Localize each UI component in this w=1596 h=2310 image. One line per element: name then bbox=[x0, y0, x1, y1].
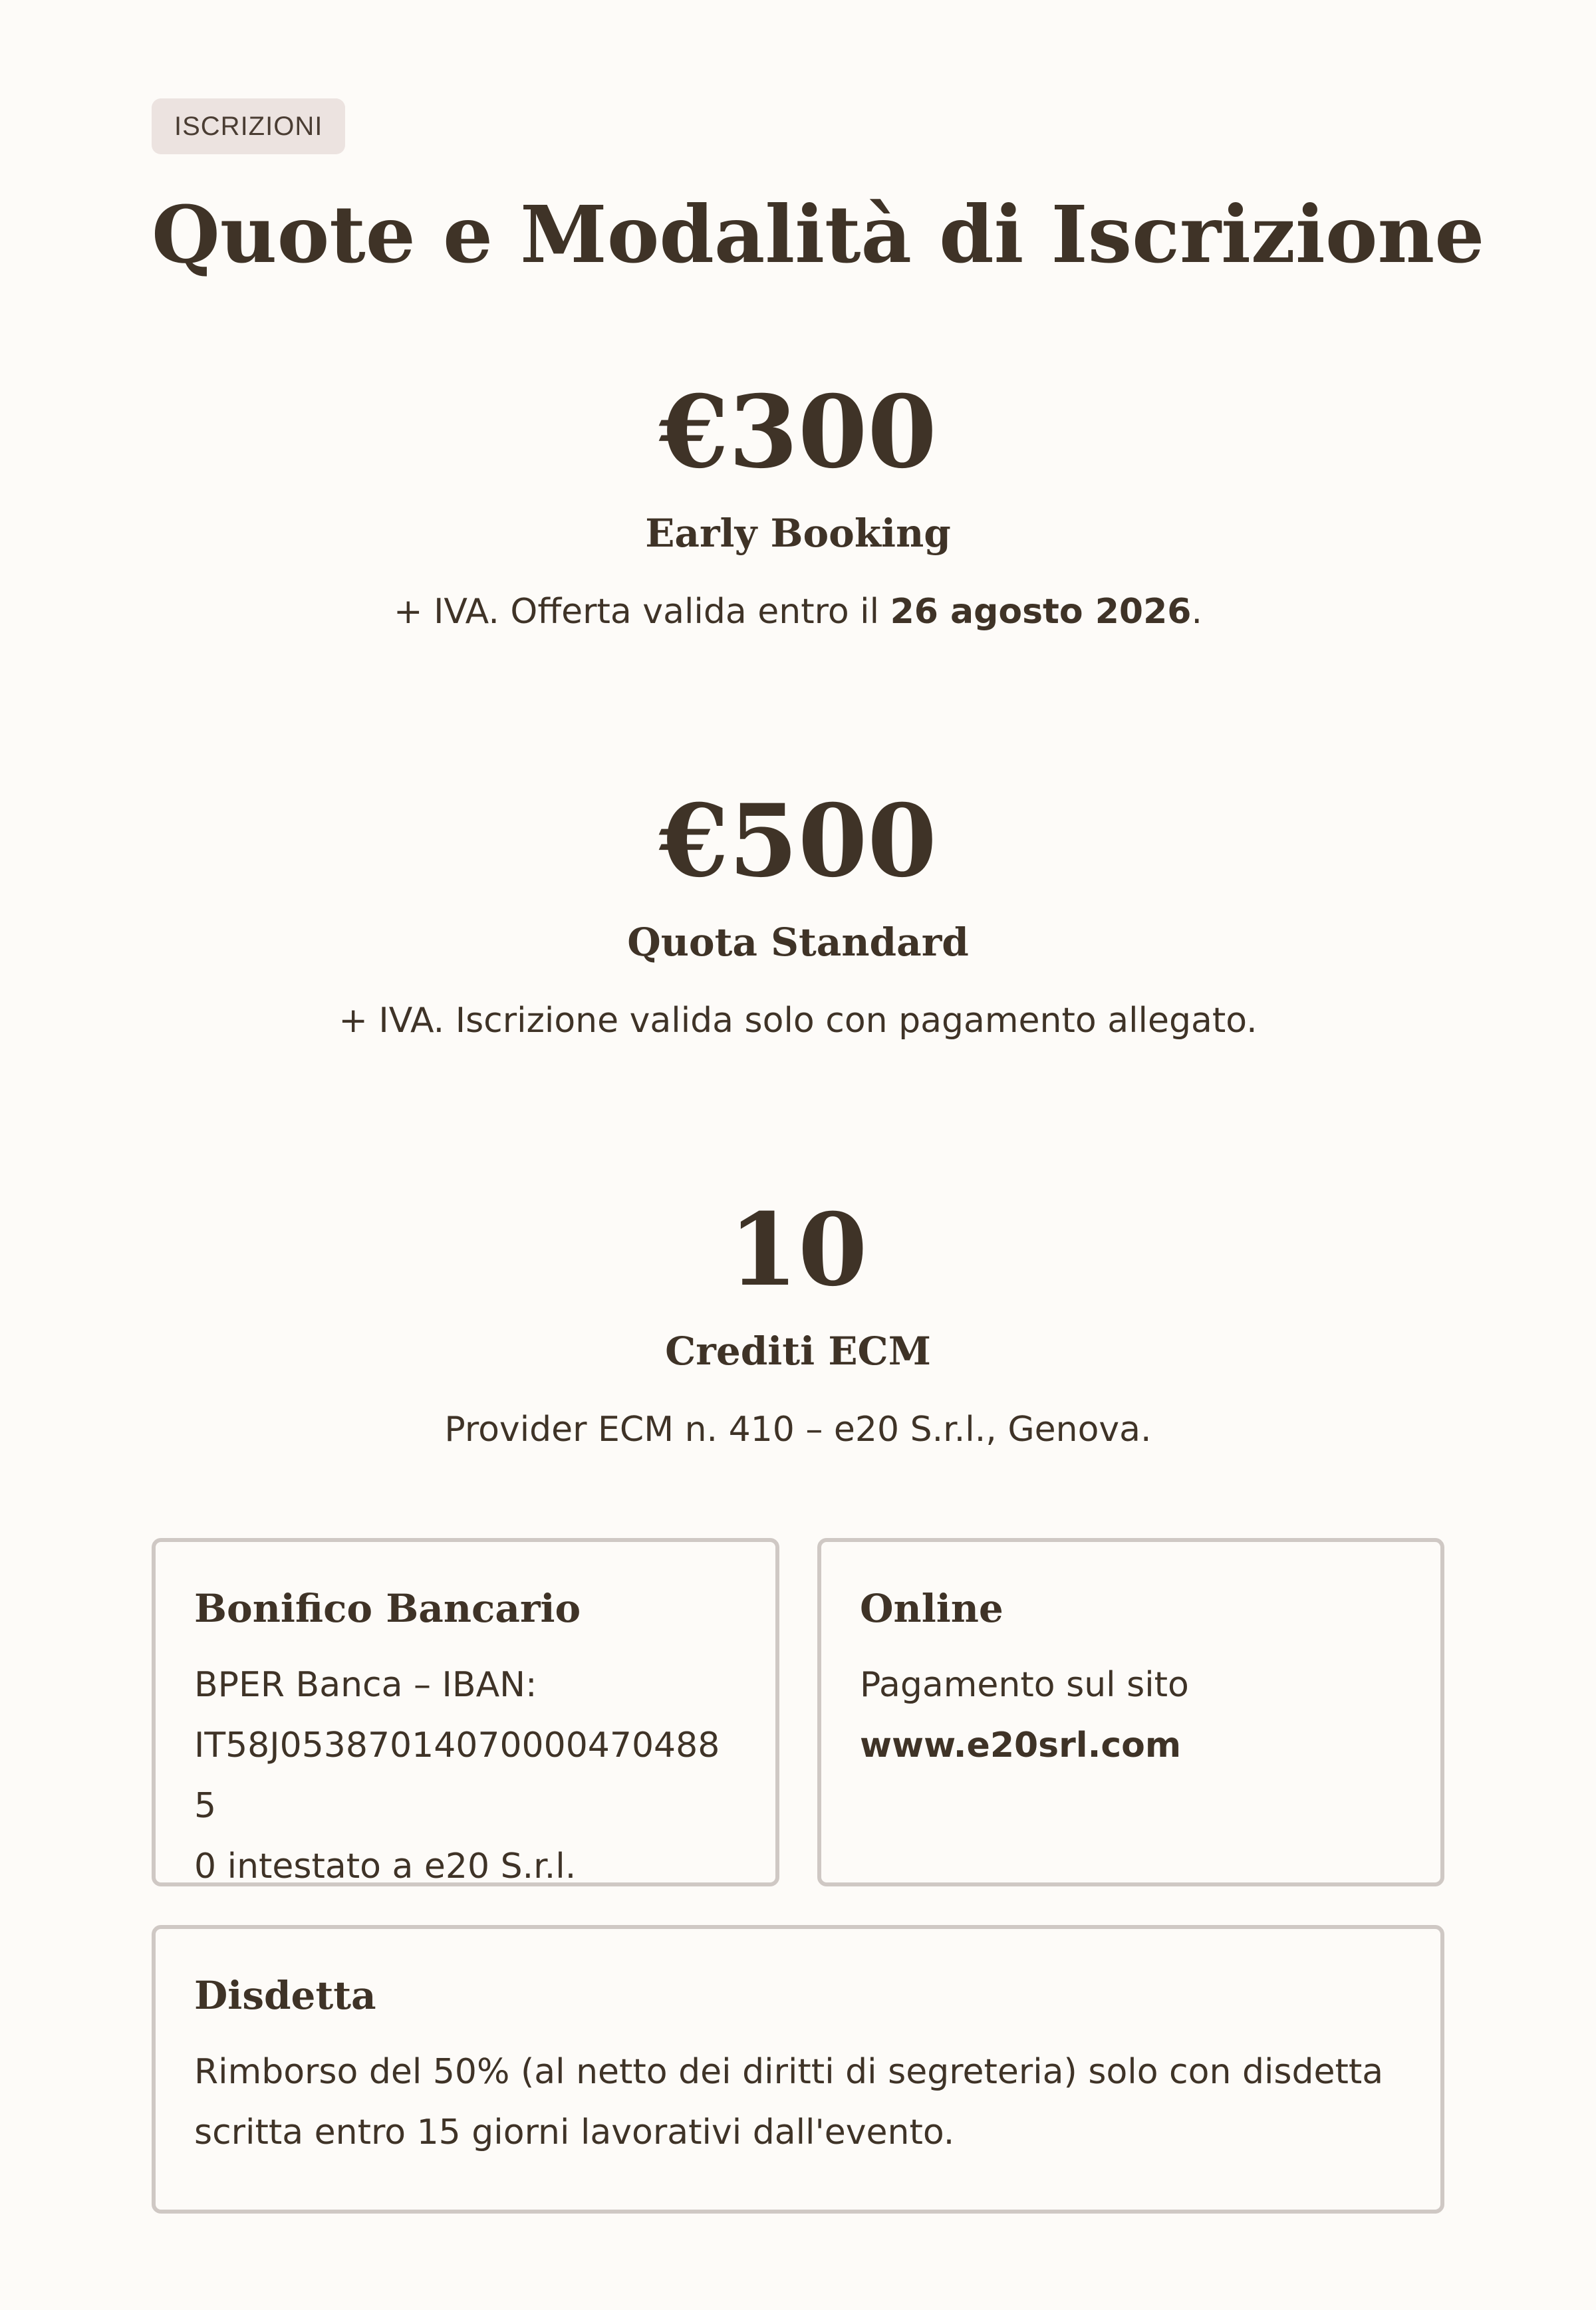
price-note: + IVA. Iscrizione valida solo con pagamento allegato. bbox=[338, 1001, 1258, 1041]
online-text: Pagamento sul sito bbox=[860, 1665, 1189, 1705]
price-note-end: . bbox=[1191, 592, 1202, 632]
price-standard bbox=[0, 781, 1596, 1047]
online-details bbox=[860, 1655, 1402, 1776]
card-title: Disdetta bbox=[194, 1973, 376, 2018]
section-badge: ISCRIZIONI bbox=[152, 98, 345, 154]
price-note-text: + IVA. Offerta valida entro il bbox=[394, 592, 890, 632]
deadline-date: 26 agosto 2026 bbox=[890, 592, 1192, 632]
cancellation-text: Rimborso del 50% (al netto dei diritti di segreteria) solo con disdetta scritta entro 15 giorni lavorativi dall'evento. bbox=[194, 2052, 1384, 2152]
card-title: Bonifico Bancario bbox=[194, 1586, 581, 1631]
credits-label: Crediti ECM bbox=[665, 1329, 931, 1374]
price-label: Early Booking bbox=[645, 511, 951, 556]
price-early-booking bbox=[0, 372, 1596, 638]
ecm-credits bbox=[0, 1190, 1596, 1456]
account-holder: 0 intestato a e20 S.r.l. bbox=[194, 1847, 577, 1886]
price-note bbox=[0, 585, 1596, 638]
price-value: €500 bbox=[659, 783, 937, 900]
price-label: Quota Standard bbox=[627, 920, 969, 965]
card-online-payment bbox=[817, 1538, 1444, 1886]
credits-value: 10 bbox=[728, 1192, 868, 1309]
card-cancellation bbox=[152, 1925, 1444, 2214]
page-title: Quote e Modalità di Iscrizione bbox=[152, 188, 1485, 281]
iban-tail: 0 bbox=[194, 1847, 227, 1886]
card-bank-transfer bbox=[152, 1538, 779, 1886]
website-link[interactable]: www.e20srl.com bbox=[860, 1726, 1182, 1765]
bank-details bbox=[194, 1655, 737, 1897]
credits-note: Provider ECM n. 410 – e20 S.r.l., Genova. bbox=[444, 1410, 1152, 1450]
bank-name: BPER Banca – IBAN: bbox=[194, 1665, 537, 1705]
price-value: €300 bbox=[659, 374, 937, 491]
iban: IT58J053870140700004704885 bbox=[194, 1726, 720, 1826]
card-title: Online bbox=[860, 1586, 1003, 1631]
